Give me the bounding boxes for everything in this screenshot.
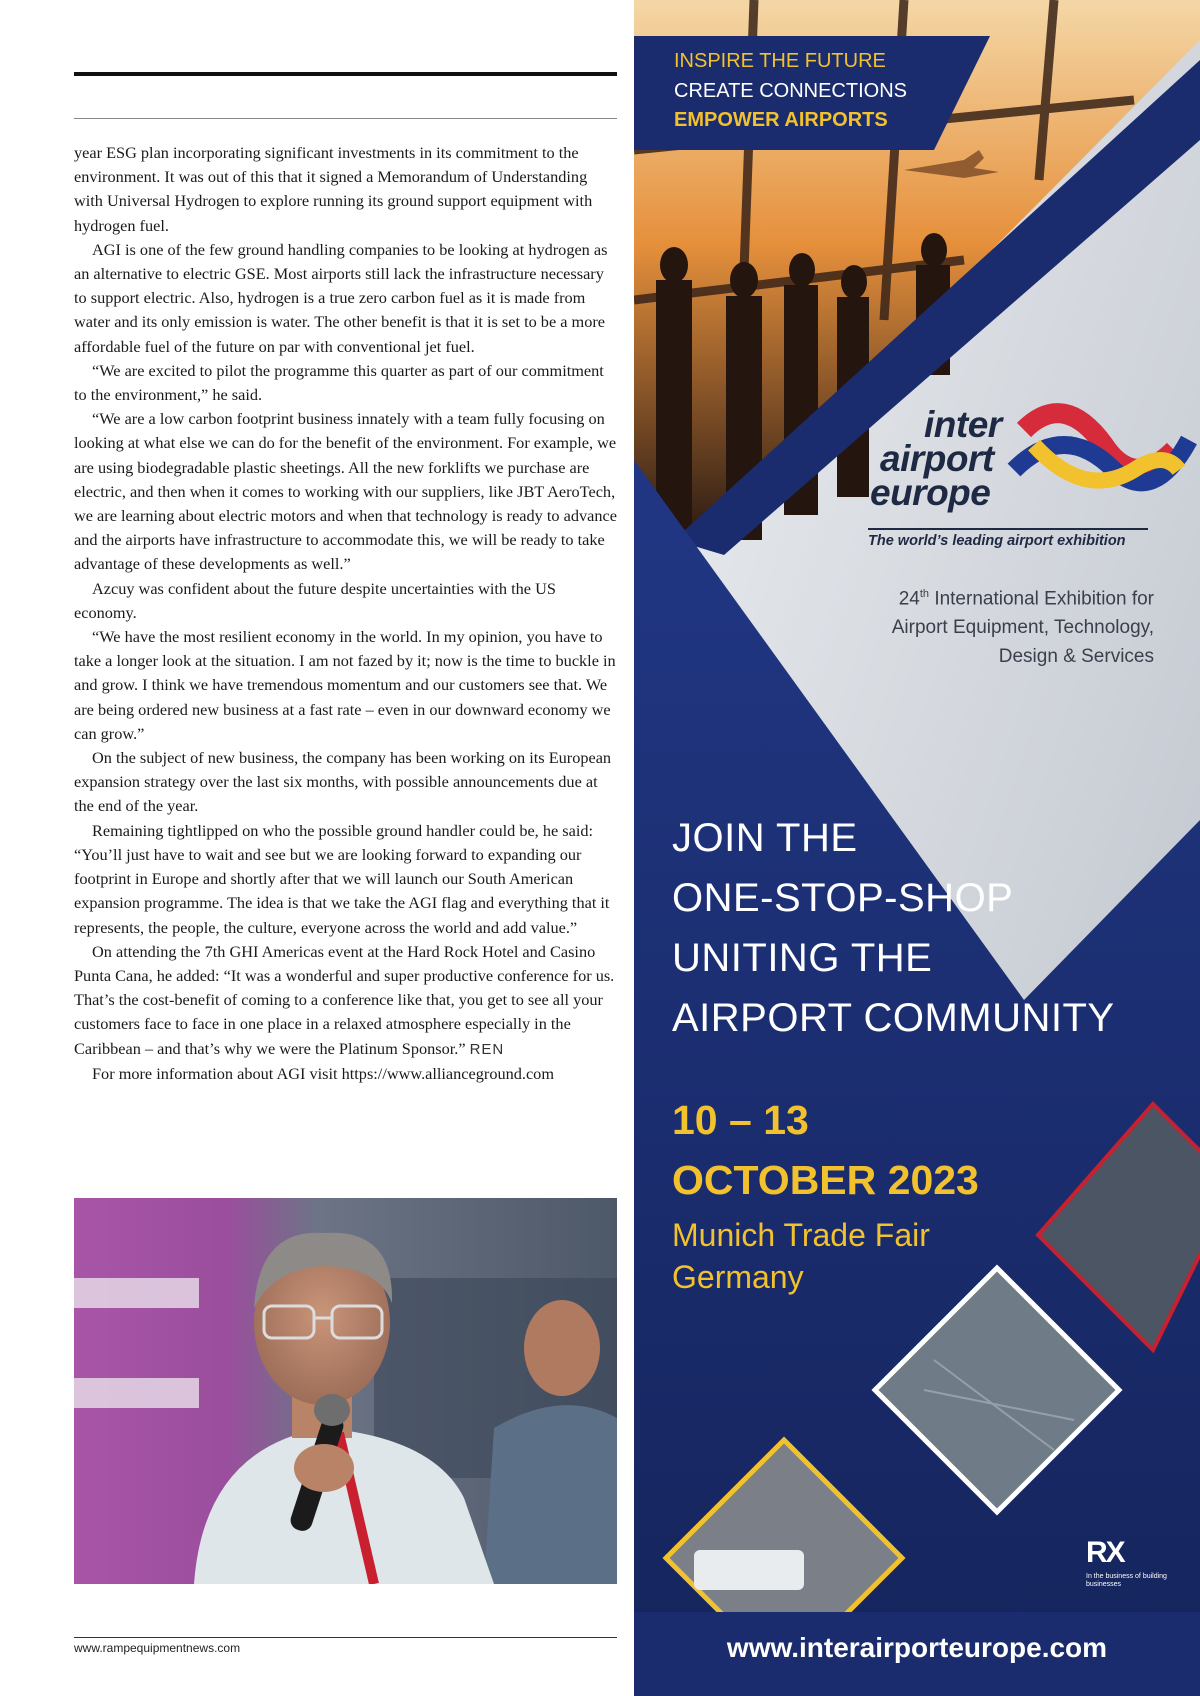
edition-line-1: [834, 580, 1154, 613]
headline-line: UNITING THE: [672, 936, 933, 980]
article-paragraph: Azcuy was confident about the future despite uncertainties with the US economy.: [74, 578, 556, 622]
edition-description: [834, 580, 1154, 671]
ad-tagline-line-1: INSPIRE THE FUTURE: [674, 50, 886, 72]
footer-rule: [74, 1637, 617, 1638]
article-paragraph-last-quote: [74, 940, 619, 1062]
article-paragraph: year ESG plan incorporating significant investments in its commitment to the environment. It was out of this that it signed a Memorandum of Understanding with Universal Hydrogen to explore running its ground support equipment with hydrogen fuel.: [74, 143, 593, 235]
edition-number: 24: [898, 588, 920, 610]
inter-airport-advert[interactable]: [634, 0, 1200, 1696]
headline-line: ONE-STOP-SHOP: [672, 876, 1014, 920]
ad-tagline-line-3: EMPOWER AIRPORTS: [674, 109, 888, 131]
logo-line: europe: [870, 472, 991, 513]
ad-website-link[interactable]: www.interairporteurope.com: [726, 1632, 1108, 1663]
article-paragraph: Remaining tightlipped on who the possible ground handler could be, he said: “You’ll just have to wait and see but we are looking forward to expanding our footprint in Europe and shortly after that we will launch our South American expansion programme. The idea is that we take the AGI flag and everything that it represents, the people, the culture, everyone across the world and add value.”: [74, 820, 610, 937]
ad-tagline-line-2: CREATE CONNECTIONS: [674, 80, 907, 102]
event-dates: [672, 1090, 979, 1210]
dates-line-1: 10 – 13: [672, 1097, 809, 1143]
speaker-photo-illustration: [74, 1198, 617, 1584]
logo-tagline: The world’s leading airport exhibition: [868, 533, 1126, 549]
edition-line-3: Design & Services: [998, 646, 1154, 668]
article-paragraph: On the subject of new business, the company has been working on its European expansion strategy over the last six months, with possible announcements due at the end of the year.: [74, 748, 612, 816]
rx-tagline: In the business of building businesses: [1086, 1573, 1167, 1588]
end-mark-logo: REN: [469, 1040, 505, 1058]
venue-line-2: Germany: [672, 1259, 804, 1295]
event-venue: [672, 1214, 930, 1298]
edition-text: International Exhibition for: [934, 588, 1154, 610]
article-paragraph: For more information about AGI visit https://www.allianceground.com: [92, 1063, 554, 1083]
footer-url: www.rampequipmentnews.com: [74, 1641, 241, 1655]
edition-suffix: th: [919, 588, 930, 600]
headline-line: AIRPORT COMMUNITY: [672, 996, 1115, 1040]
article-body: [74, 141, 619, 1086]
inter-airport-logo: [870, 404, 1002, 513]
headline-line: JOIN THE: [672, 816, 858, 860]
logo-line: airport: [880, 438, 994, 479]
venue-line-1: Munich Trade Fair: [672, 1217, 930, 1253]
dates-line-2: OCTOBER 2023: [672, 1157, 979, 1203]
article-paragraph: “We are excited to pilot the programme this quarter as part of our commitment to the environment,” he said.: [74, 360, 604, 405]
rx-logo: RX: [1086, 1536, 1124, 1569]
article-paragraph-text: On attending the 7th GHI Americas event at the Hard Rock Hotel and Casino Punta Cana, he added: “It was a wonderful and super productive conference for us. That’s the cost-benefit of coming to a conference like that, you get to see all your customers face to face in one place in a relaxed atmosphere especially in the Caribbean – and that’s why we were the Platinum Sponsor.”: [74, 941, 615, 1058]
article-paragraph: “We are a low carbon footprint business innately with a team fully focusing on looking at what else we can do for the benefit of the environment. For example, we are using biodegradable plastic sheetings. All the new forklifts we purchase are electric, and then when it comes to working with our suppliers, like JBT AeroTech, we are learning about electric motors and when that technology is ready to advance and the airports have infrastructure to accommodate this, we will be ready to take advantage of these developments as well.”: [74, 409, 617, 574]
header-thin-rule: [74, 118, 617, 119]
article-paragraph: AGI is one of the few ground handling companies to be looking at hydrogen as an alternative to electric GSE. Most airports still lack the infrastructure necessary to support electric. Also, hydrogen is a true zero carbon fuel as it is made from water and its only emission is water. The other benefit is that it is set to be a more affordable fuel of the future on par with conventional jet fuel.: [74, 239, 608, 356]
logo-line: inter: [924, 404, 1002, 445]
edition-line-2: Airport Equipment, Technology,: [891, 617, 1154, 639]
speaker-photo: [74, 1198, 617, 1584]
ad-headline: [672, 808, 1115, 1048]
article-paragraph: “We have the most resilient economy in the world. In my opinion, you have to take a longer look at the situation. I am not fazed by it; now is the time to buckle in and grow. I think we have tremendous momentum and our customers see that. We are being ordered new business at a fast rate – even in our downward economy we can grow.”: [74, 627, 616, 743]
logo-rule: [868, 528, 1148, 530]
header-rule: [74, 72, 617, 76]
